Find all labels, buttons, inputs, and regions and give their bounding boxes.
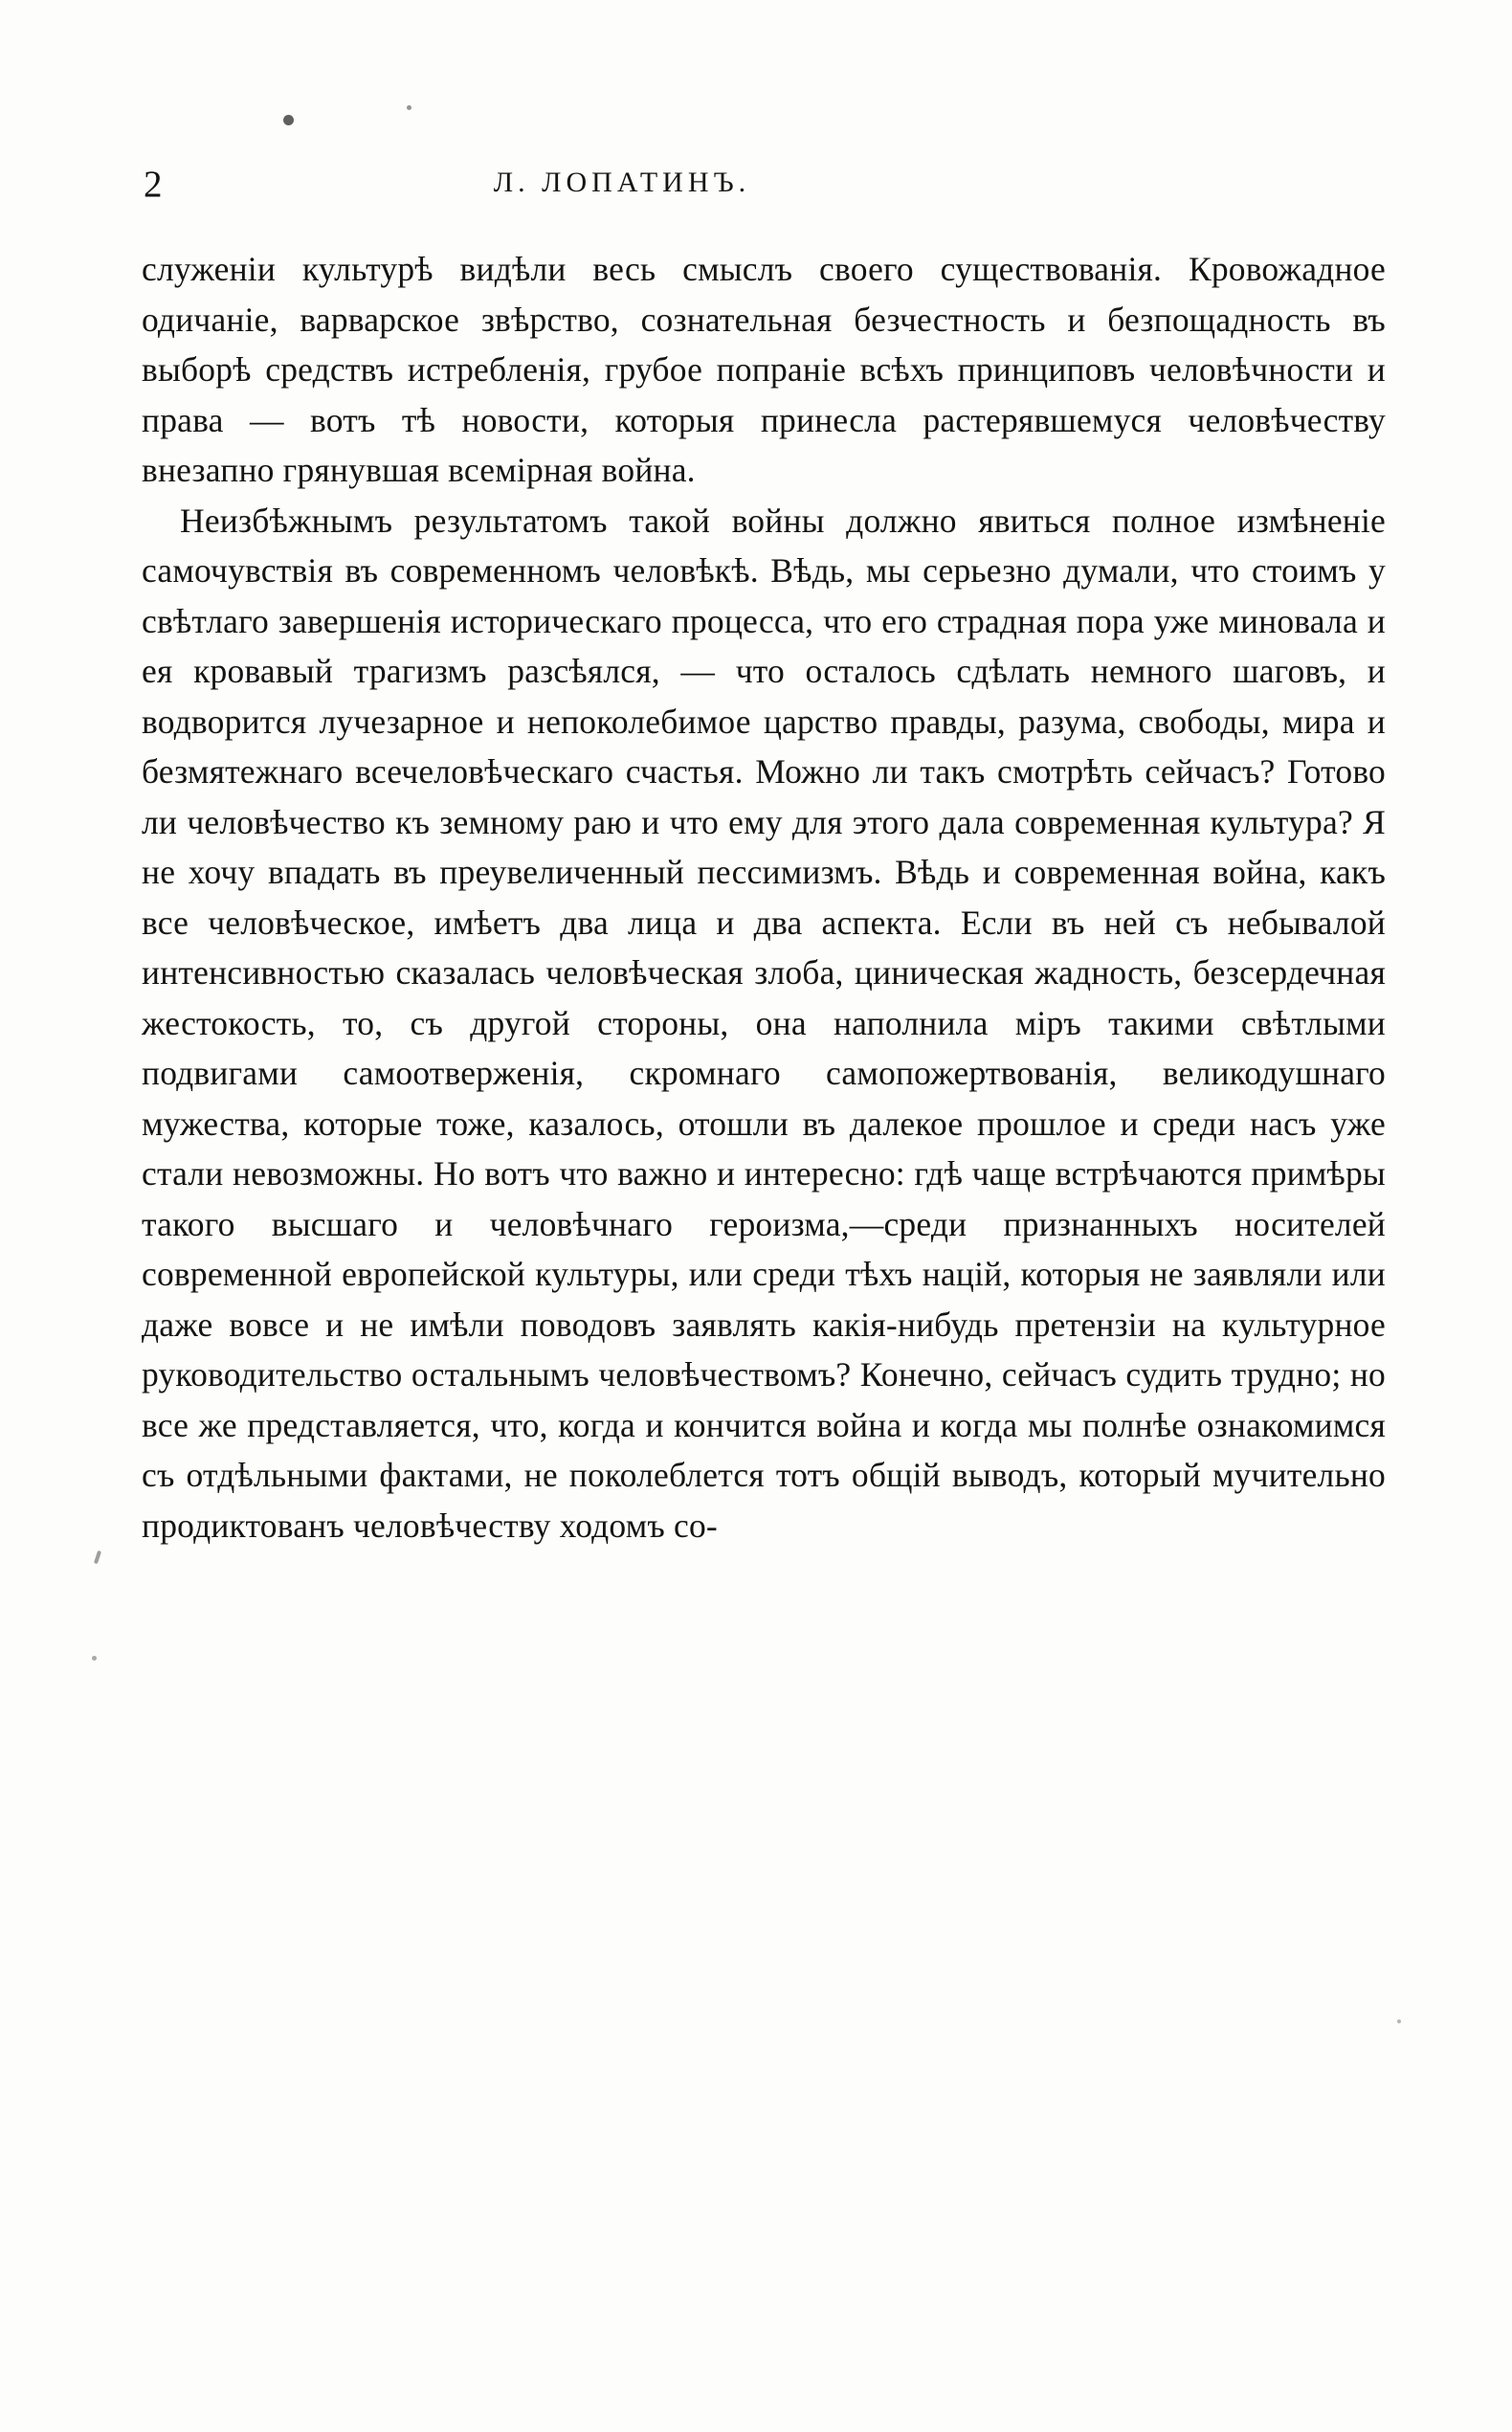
running-title: Л. ЛОПАТИНЪ. — [493, 167, 751, 198]
ink-speck — [94, 1551, 101, 1565]
body-text — [142, 244, 1386, 1551]
ink-speck — [283, 115, 294, 125]
ink-speck — [1397, 2019, 1401, 2023]
ink-speck — [407, 105, 411, 110]
paragraph: служеніи культурѣ видѣли весь смыслъ своего существованія. Кровожадное одичаніе, варварское звѣрство, сознательная безчестность и безпощадность въ выборѣ средствъ истребленія, грубое попраніе всѣхъ принциповъ человѣчности и права — вотъ тѣ новости, которыя принесла растерявшемуся человѣчеству внезапно грянувшая всемірная война. — [142, 250, 1386, 489]
page-header — [144, 163, 1378, 207]
paragraph: Неизбѣжнымъ результатомъ такой войны должно явиться полное измѣненіе самочувствія въ современномъ человѣкѣ. Вѣдь, мы серьезно думали, что стоимъ у свѣтлаго завершенія историческаго процесса, что его страдная пора уже миновала и ея кровавый трагизмъ разсѣялся, — что осталось сдѣлать немного шаговъ, и водворится лучезарное и непоколебимое царство правды, разума, свободы, мира и безмятежнаго всечеловѣческаго счастья. Можно ли такъ смотрѣть сейчасъ? Готово ли человѣчество къ земному раю и что ему для этого дала современная культура? Я не хочу впадать въ преувеличенный пессимизмъ. Вѣдь и современная война, какъ все человѣческое, имѣетъ два лица и два аспекта. Если въ ней съ небывалой интенсивностью сказалась человѣческая злоба, циническая жадность, безсердечная жестокость, то, съ другой стороны, она наполнила міръ такими свѣтлыми подвигами самоотверженія, скромнаго самопожертвованія, великодушнаго мужества, которые тоже, казалось, отошли въ далекое прошлое и среди насъ уже стали невозможны. Но вотъ что важно и интересно: гдѣ чаще встрѣчаются примѣры такого высшаго и человѣчнаго героизма,—среди признанныхъ носителей современной европейской культуры, или среди тѣхъ націй, которыя не заявляли или даже вовсе и не имѣли поводовъ заявлять какія-нибудь претензіи на культурное руководительство остальнымъ человѣчествомъ? Конечно, сейчасъ судить трудно; но все же представляется, что, когда и кончится война и когда мы полнѣе ознакомимся съ отдѣльными фактами, не поколеблется тотъ общій выводъ, который мучительно продиктованъ человѣчеству ходомъ со- — [142, 501, 1386, 1545]
page-number: 2 — [144, 164, 163, 205]
ink-speck — [92, 1656, 97, 1661]
